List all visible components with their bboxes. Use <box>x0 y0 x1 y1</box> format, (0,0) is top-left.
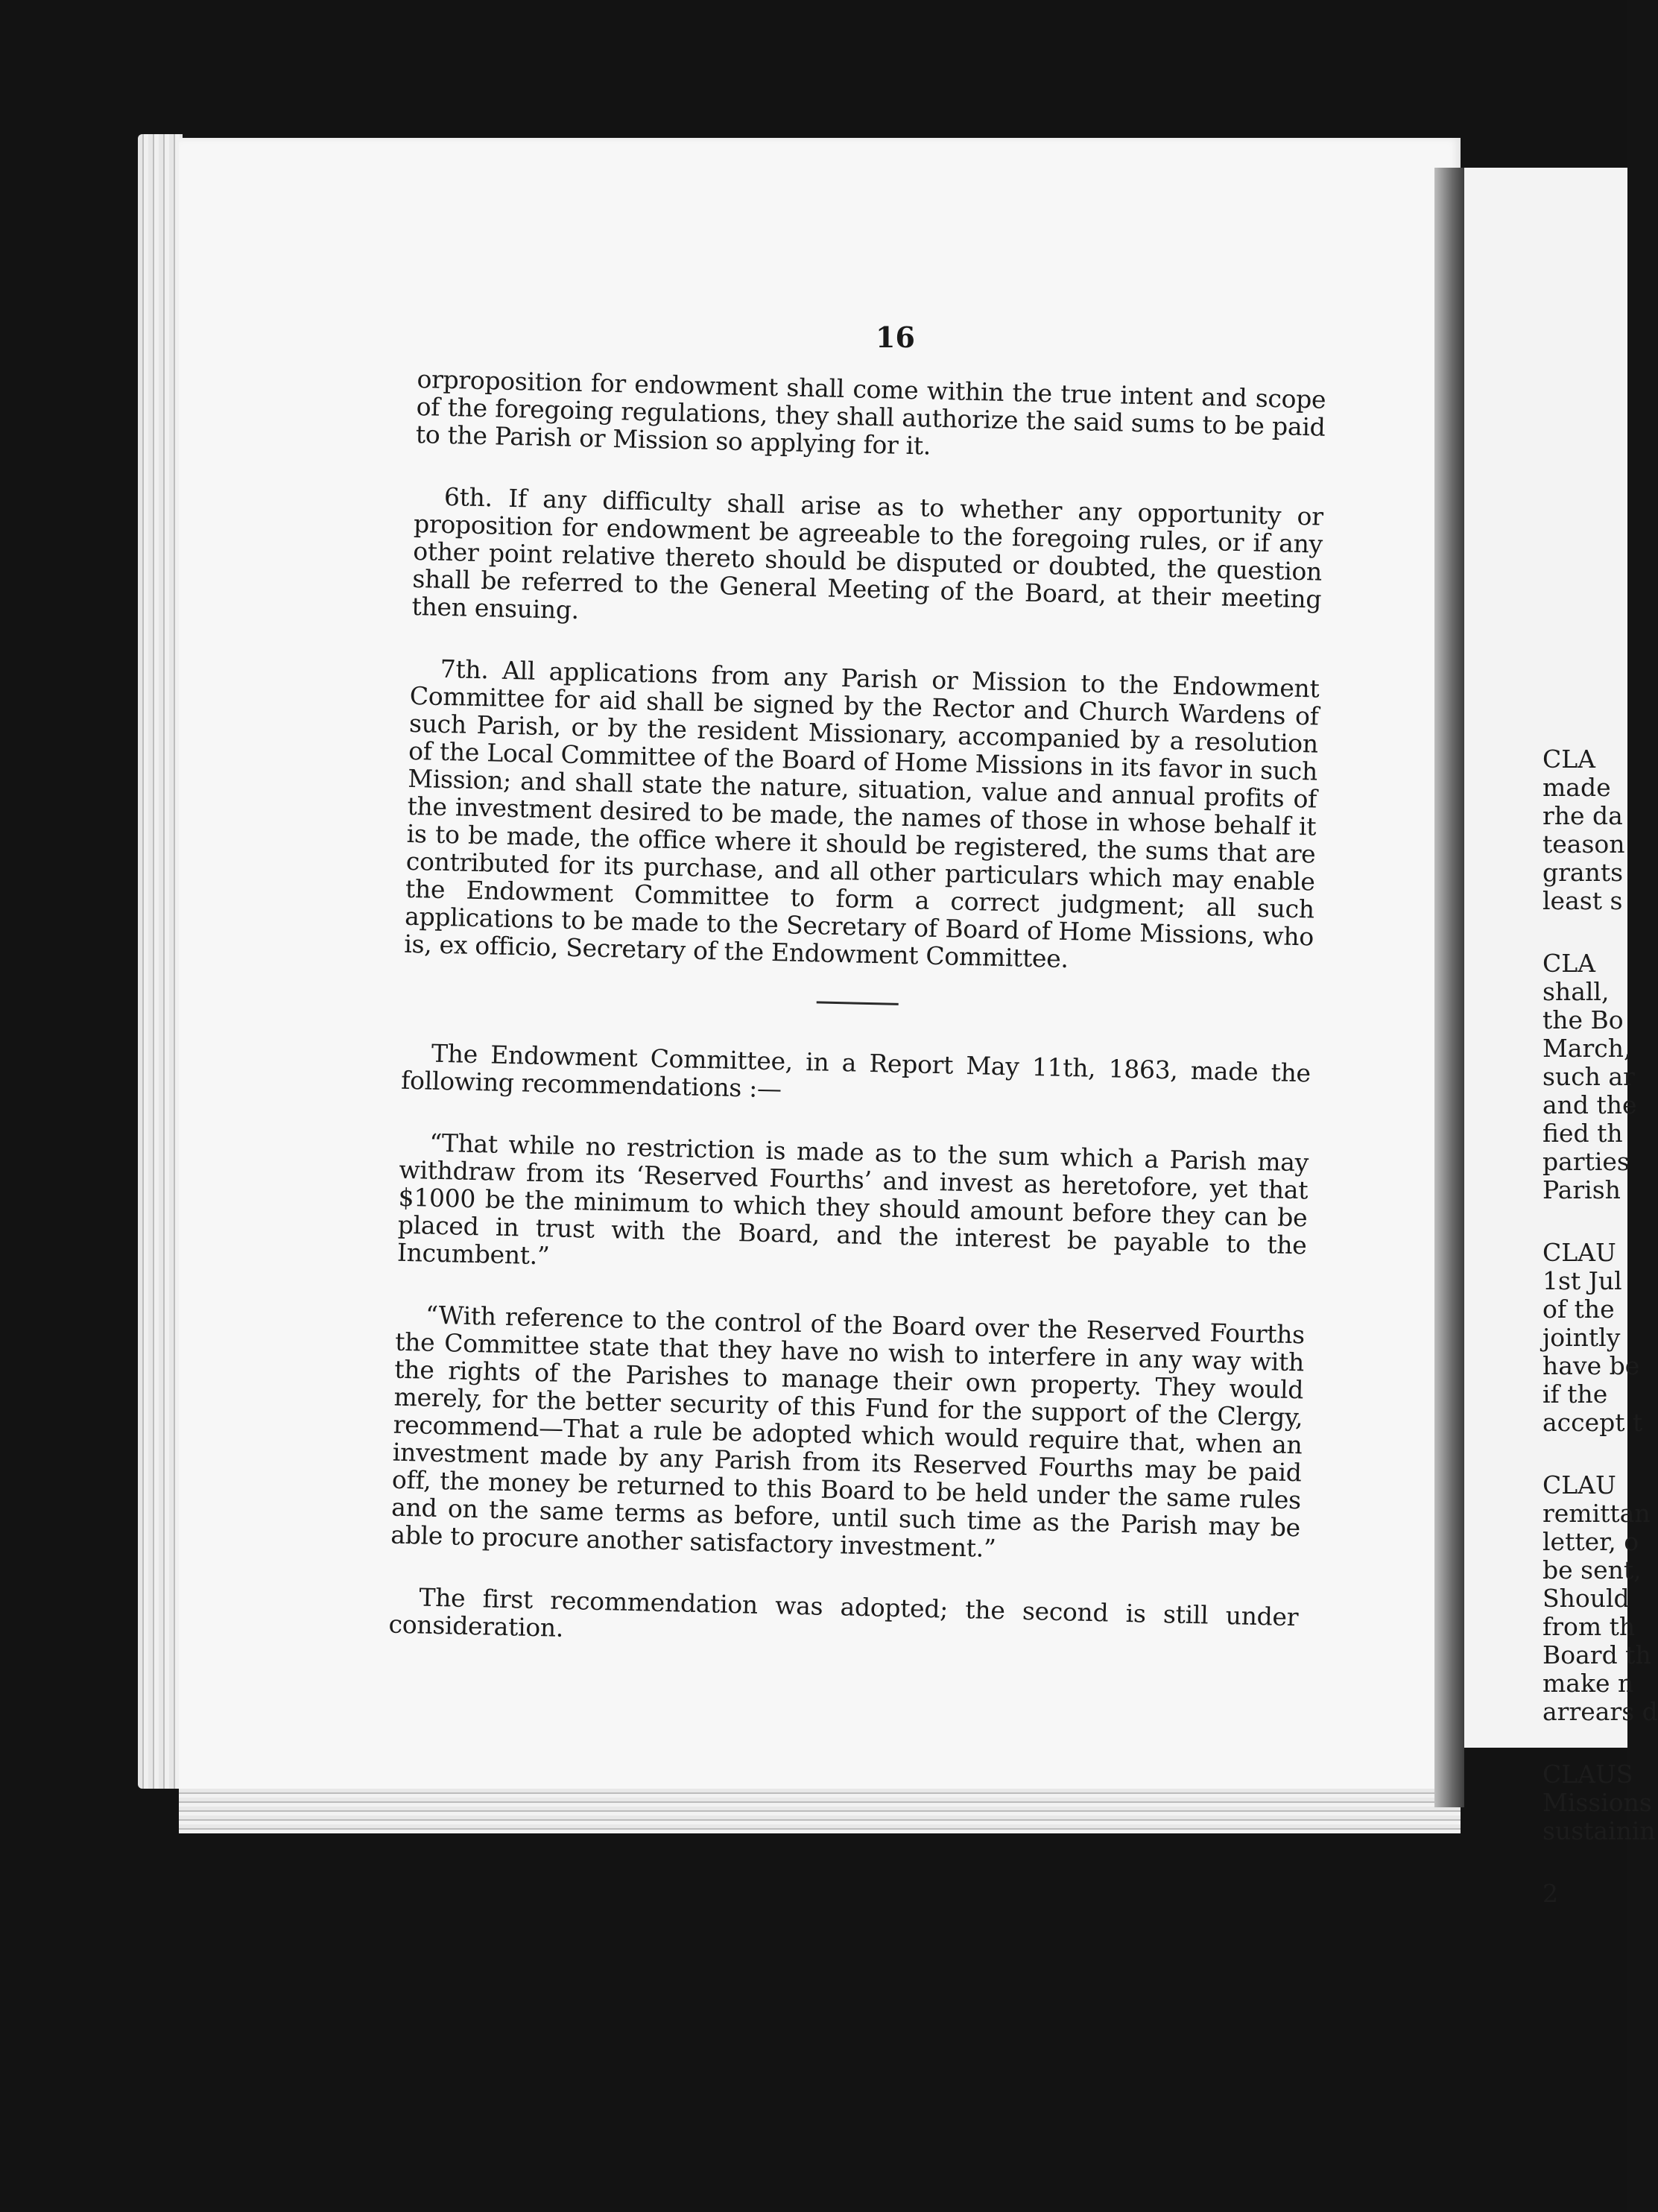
right-page-line: 2 <box>1542 1879 1558 1908</box>
right-page-line: teason <box>1542 829 1625 859</box>
right-page-paragraph <box>1542 1880 1627 1908</box>
right-page-line: CLAUS <box>1542 1760 1633 1789</box>
right-page-line: rhe da <box>1542 801 1623 830</box>
right-page-line: fied th <box>1542 1119 1623 1148</box>
right-page-line: shall, <box>1542 977 1610 1006</box>
right-page-line: Should <box>1542 1584 1630 1613</box>
page-stack-edge <box>138 134 183 1789</box>
paragraph-7th: 7th. All applications from any Parish or Mission to the Endowment Committee for aid shall be signed by the Rector and Church Wardens of such Parish, or by the resident Missionary, accompanied by a resolution of the Local Committee of the Board of Home Missions in its favor in such Mission; and shall state the nature, situation, value and annual profits of the investment desired to be made, the names of those in whose behalf it is to be made, the office where it should be registered, the sums that are contributed for its purchase, and all other particulars which may enable the Endowment Committee to form a correct judgment; all such applications to be made to the Secretary of Board of Home Missions, who is, ex officio, Secretary of the Endowment Committee. <box>403 654 1320 974</box>
right-page-line: March, <box>1542 1034 1632 1063</box>
right-page-line: be sent, <box>1542 1555 1642 1584</box>
right-page-paragraph <box>1542 1238 1643 1437</box>
section-divider <box>817 1001 899 1005</box>
right-page-paragraph <box>1542 949 1637 1204</box>
right-page-line: if the <box>1542 1380 1608 1409</box>
right-page-line: and the <box>1542 1090 1637 1119</box>
right-page-line: CLAU <box>1542 1470 1616 1500</box>
quote-first-recommendation: “That while no restriction is made as to the sum which a Parish may withdraw from its ‘Reserved Fourths’ and invest as heretofore, yet that $1000 be the minimum to which they should amount before they can be placed in trust with the Board, and the interest be payable to the Incumbent.” <box>396 1128 1309 1271</box>
right-page-line: CLA <box>1542 745 1595 774</box>
right-page-line: Parish <box>1542 1175 1621 1204</box>
page-bottom-edge <box>179 1789 1461 1833</box>
book-gutter <box>1434 168 1464 1807</box>
right-page-line: make n <box>1542 1669 1634 1698</box>
paragraph-6th: 6th. If any difficulty shall arise as to whether any opportunity or proposition for endowment be agreeable to the foregoing rules, or if any other point relative thereto should be disputed or doubted, the question shall be referred to the General Meeting of the Board, at their meeting then ensuing. <box>411 481 1324 625</box>
quote-second-recommendation: “With reference to the control of the Board over the Reserved Fourths the Committee state that they have no wish to interfere in any way with the rights of the Parishes to manage their own property. They would merely, for the better security of this Fund for the support of the Clergy, recommend—That a rule be adopted which would require that, when an investment made by any Parish from its Reserved Fourths may be paid off, the money be returned to this Board to be held under the same rules and on the same terms as before, until such time as the Parish may be able to procure another satisfactory investment.” <box>390 1300 1306 1564</box>
paragraph-continuation: orproposition for endowment shall come within the true intent and scope of the foregoing regulations, they shall authorize the said sums to be paid to the Parish or Mission so applying for it. <box>415 364 1326 461</box>
page-body <box>387 365 1326 1693</box>
right-page-line: parties <box>1542 1147 1630 1176</box>
right-page-line: CLAU <box>1542 1238 1616 1267</box>
right-page-line: from th <box>1542 1612 1636 1641</box>
right-page-line: made <box>1542 773 1611 802</box>
right-page-line: the Bo <box>1542 1005 1624 1034</box>
right-page-line: CLA <box>1542 949 1595 978</box>
paragraph-report: The Endowment Committee, in a Report May 11th, 1863, made the following recommendations :— <box>400 1038 1311 1104</box>
right-page-line: of the <box>1542 1295 1615 1324</box>
right-page-line: have be <box>1542 1351 1640 1380</box>
right-page-line: jointly <box>1542 1323 1621 1352</box>
right-page-line: sustainin <box>1542 1816 1656 1845</box>
right-page-paragraph <box>1542 1760 1656 1845</box>
right-page-paragraph <box>1542 1470 1658 1726</box>
right-page-line: such ar <box>1542 1062 1635 1091</box>
right-page-line: arrears d <box>1542 1697 1658 1726</box>
right-page-line: remittan <box>1542 1499 1651 1528</box>
right-page-line: letter, o <box>1542 1527 1639 1556</box>
right-page-line: grants <box>1542 858 1624 887</box>
right-page-paragraph <box>1542 745 1627 915</box>
right-page-line: Board th <box>1542 1640 1651 1669</box>
right-page-line: 1st Jul <box>1542 1266 1622 1295</box>
right-page-text-fragments <box>1542 745 1658 1942</box>
right-page-line: least s <box>1542 886 1623 915</box>
right-page-line: Missions <box>1542 1788 1652 1817</box>
page-number: 16 <box>876 320 915 354</box>
right-page-line: accept t <box>1542 1408 1643 1437</box>
paragraph-conclusion: The first recommendation was adopted; the second is still under consideration. <box>388 1582 1299 1643</box>
